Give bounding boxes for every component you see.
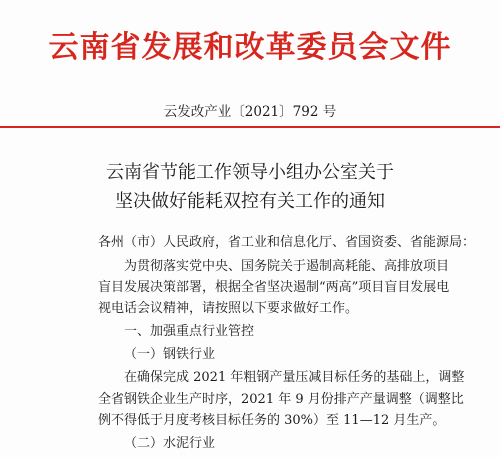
issuer-header: 云南省发展和改革委员会文件 — [48, 30, 452, 65]
intro-paragraph-line-3: 视电话会议精神，请按照以下要求做好工作。 — [98, 301, 359, 316]
steel-paragraph-line-3: 例不得低于月度考核目标任务的 30%）至 11—12 月生产。 — [98, 413, 446, 428]
notice-title-line-2: 坚决做好能耗双控有关工作的通知 — [115, 191, 385, 212]
subsection-heading-steel: （一）钢铁行业 — [124, 347, 216, 362]
steel-paragraph-line-1: 在确保完成 2021 年粗钢产量压减目标任务的基础上，调整 — [124, 370, 465, 385]
intro-paragraph-line-1: 为贯彻落实党中央、国务院关于遏制高耗能、高排放项目 — [124, 259, 450, 274]
steel-paragraph-line-2: 全省钢铁企业生产时序，2021 年 9 月份排产产量调整（调整比 — [98, 392, 464, 407]
intro-paragraph-line-2: 盲目发展决策部署，根据全省坚决遏制“两高”项目盲目发展电 — [98, 280, 450, 295]
section-heading-1: 一、加强重点行业管控 — [124, 324, 255, 339]
document-number: 云发改产业〔2021〕792 号 — [163, 104, 337, 120]
subsection-heading-cement: （二）水泥行业 — [124, 436, 216, 451]
addressee-line: 各州（市）人民政府，省工业和信息化厅、省国资委、省能源局： — [98, 235, 476, 250]
notice-title-line-1: 云南省节能工作领导小组办公室关于 — [106, 162, 394, 183]
red-divider-line — [0, 126, 500, 128]
